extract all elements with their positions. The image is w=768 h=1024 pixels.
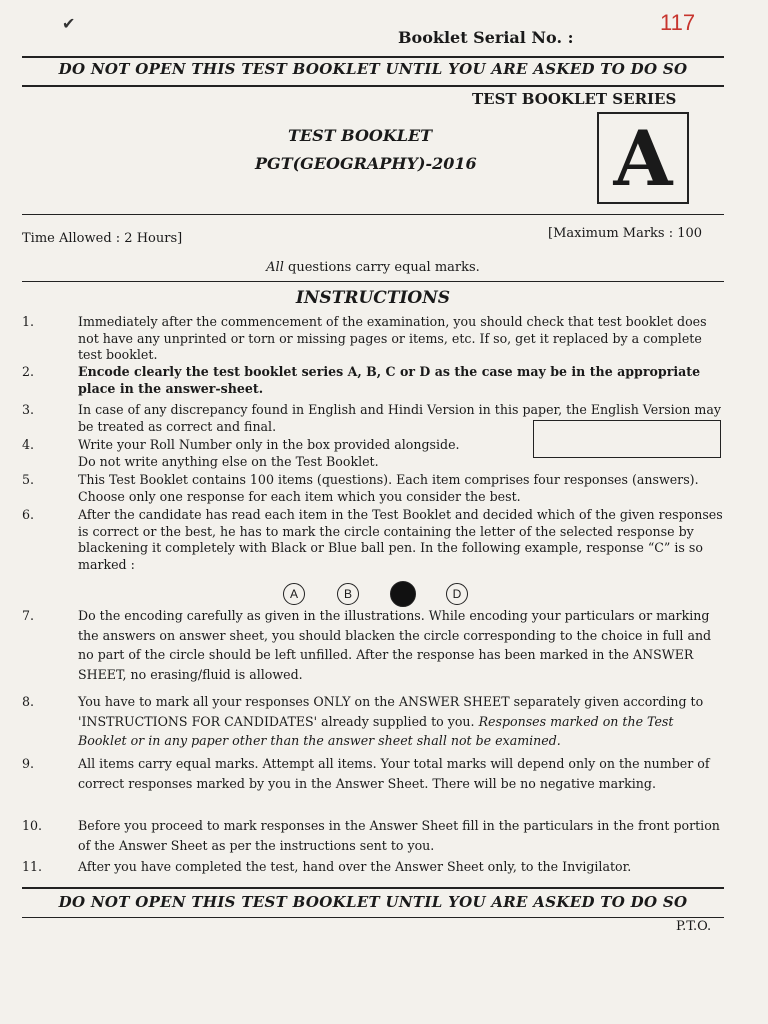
divider [22,214,724,215]
equal-marks-rest: questions carry equal marks. [283,260,480,275]
pen-mark-icon: ✔ [62,14,76,33]
series-letter-box [597,112,689,204]
example-option-d: D [446,583,468,605]
item-text: Before you proceed to mark responses in the Answer Sheet fill in the particulars in the front portion of the Answer Sheet as per the instructions sent to you. [78,818,720,853]
booklet-subject: PGT(GEOGRAPHY)-2016 [255,154,477,173]
example-option-c-filled [390,581,416,607]
item-number: 4. [22,437,35,452]
item-number: 2. [22,364,35,379]
equal-marks-em: All [266,260,284,275]
item-number: 7. [22,608,35,623]
example-option-b: B [337,583,359,605]
divider [22,281,724,282]
item-number: 10. [22,818,43,833]
item-text: After you have completed the test, hand over the Answer Sheet only, to the Invigilator. [78,859,632,874]
booklet-serial-label: Booklet Serial No. : [398,28,574,47]
item-number: 11. [22,859,43,874]
divider [22,85,724,87]
item-text: Immediately after the commencement of the examination, you should check that test booklet does not have any unprinted or torn or missing pages or items, etc. If so, get it replaced by a complete test booklet. [78,314,707,362]
item-text: In case of any discrepancy found in English and Hindi Version in this paper, the English Version may be treated as correct and final. [78,402,721,434]
example-option-a: A [283,583,305,605]
booklet-serial-number: 117 [660,10,696,35]
item-number: 3. [22,402,35,417]
test-booklet-series-label: TEST BOOKLET SERIES [472,90,677,108]
item-number: 6. [22,507,35,522]
item-text: All items carry equal marks. Attempt all items. Your total marks will depend only on the number of correct responses marked by you in the Answer Sheet. There will be no negative marking. [78,756,710,791]
divider [22,56,724,58]
pto-label: P.T.O. [676,919,712,934]
item-text-a: Write your Roll Number only in the box provided alongside. [78,437,460,452]
item-text: This Test Booklet contains 100 items (questions). Each item comprises four responses (answers). Choose only one response for each item which you consider the best. [78,472,699,504]
roll-number-box[interactable] [533,420,721,458]
divider [22,887,724,889]
divider [22,917,724,918]
item-number: 1. [22,314,35,329]
item-text: Encode clearly the test booklet series A, B, C or D as the case may be in the appropriate place in the answer-sheet. [78,364,701,396]
item-text: Do the encoding carefully as given in the illustrations. While encoding your particulars or marking the answers on answer sheet, you should blacken the circle corresponding to the choice in full and no part of the circle should be left unfilled. After the response has been marked in the ANSWER SHEET, no erasing/fluid is allowed. [78,608,712,682]
equal-marks-note [22,260,724,275]
booklet-title: TEST BOOKLET [288,126,433,145]
banner-bottom: DO NOT OPEN THIS TEST BOOKLET UNTIL YOU ARE ASKED TO DO SO [58,893,688,911]
item-text-a: You have to mark all your responses ONLY on the ANSWER SHEET separately given according to 'INSTRUCTIONS FOR CANDIDATES' already supplied to you. [78,694,704,729]
item-text-b: Do not write anything else on the Test Booklet. [78,453,379,469]
maximum-marks: [Maximum Marks : 100 [548,226,703,241]
series-letter: A [613,113,673,203]
item-text-b: Responses marked on the Test Booklet or in any paper other than the answer sheet shall not be examined. [78,713,674,748]
time-allowed: Time Allowed : 2 Hours] [22,231,183,246]
item-number: 9. [22,756,35,771]
instructions-heading: INSTRUCTIONS [295,288,451,308]
banner-top: DO NOT OPEN THIS TEST BOOKLET UNTIL YOU ARE ASKED TO DO SO [58,60,688,78]
item-number: 8. [22,694,35,709]
item-text: After the candidate has read each item in the Test Booklet and decided which of the given responses is correct or the best, he has to mark the circle containing the letter of the selected response by blackening it completely with Black or Blue ball pen. In the following example, response “C” is so marked : [78,507,723,572]
item-number: 5. [22,472,35,487]
